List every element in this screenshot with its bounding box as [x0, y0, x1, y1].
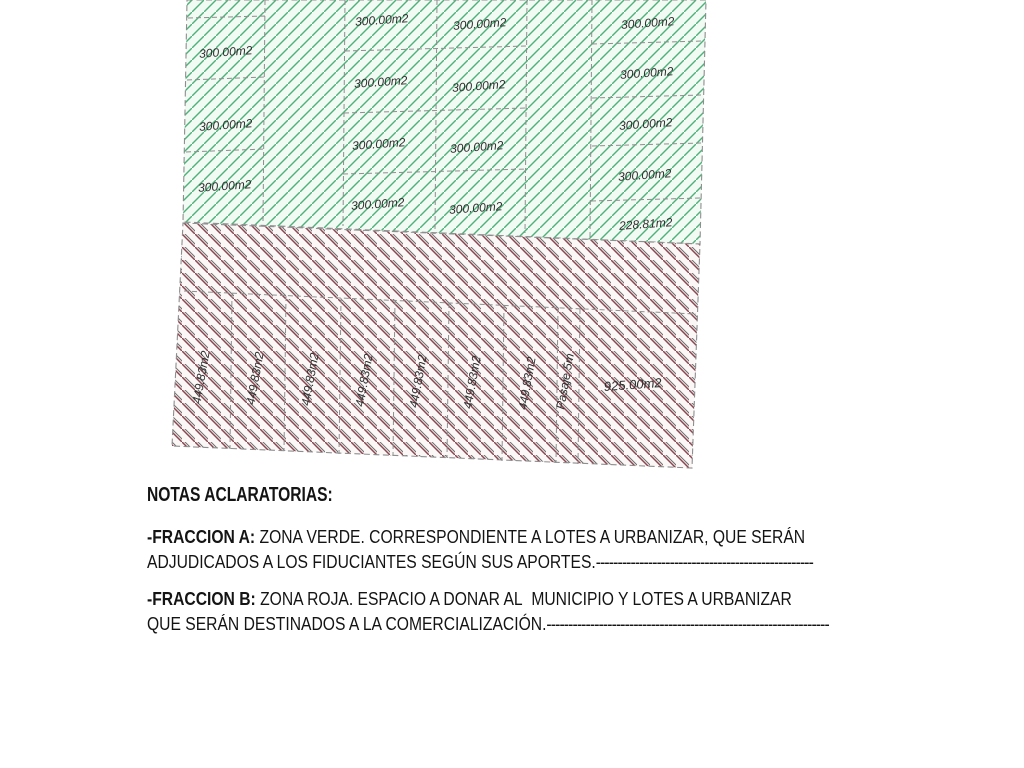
lot-area-label: 300.00m2 — [354, 11, 409, 29]
notes-title-text: NOTAS ACLARATORIAS: — [147, 484, 333, 506]
notes-section — [147, 484, 967, 649]
lot-area-label: 449.83m2 — [460, 354, 484, 410]
lot-area-label: 300.00m2 — [448, 199, 503, 217]
corner-lot-area-label: 228.81m2 — [618, 215, 673, 233]
lot-area-label: 300.00m2 — [620, 14, 675, 32]
fraccion-b-area — [172, 223, 700, 468]
fraccion-a-note — [147, 525, 967, 575]
lot-area-label: 300.00m2 — [452, 15, 507, 33]
fraccion-b-note-dashes: ----------------------------------------------------------------- — [546, 614, 829, 634]
lot-area-label: 300.00m2 — [619, 64, 674, 82]
lot-area-label: 300.00m2 — [451, 77, 506, 95]
fraccion-b-note-text1: ZONA ROJA. ESPACIO A DONAR AL MUNICIPIO Y LOTES A URBANIZAR — [255, 589, 792, 609]
lot-area-label: 449.83m2 — [189, 349, 213, 405]
lot-area-label: 449.83m2 — [515, 355, 539, 411]
big-lot-area-label: 925.00m2 — [603, 375, 663, 395]
lot-area-label: 449.83m2 — [352, 352, 376, 408]
lot-area-label: 300.00m2 — [351, 135, 406, 153]
fraccion-b-note-text2: QUE SERÁN DESTINADOS A LA COMERCIALIZACIÓN. — [147, 614, 547, 634]
lot-area-label: 449.83m2 — [406, 353, 430, 409]
fraccion-b-note-label: -FRACCION B: — [147, 589, 256, 609]
lot-area-label: 449.83m2 — [243, 350, 267, 406]
lot-area-label: 300.00m2 — [618, 115, 673, 133]
fraccion-b-note — [147, 587, 967, 637]
fraccion-b-note-line2 — [147, 612, 829, 637]
fraccion-a-note-label: -FRACCION A: — [147, 527, 256, 547]
lot-area-label: 300.00m2 — [198, 116, 253, 134]
lot-area-label: 300.00m2 — [198, 43, 253, 61]
fraccion-a-note-dashes: -------------------------------------------------- — [595, 552, 813, 572]
lot-area-label: 300.00m2 — [350, 195, 405, 213]
lot-area-label: 300.00m2 — [353, 73, 408, 91]
fraccion-a-note-line2 — [147, 550, 813, 575]
pasaje-label: Pasaje 5m — [553, 352, 577, 411]
fraccion-a-note-text1: ZONA VERDE. CORRESPONDIENTE A LOTES A URBANIZAR, QUE SERÁN — [255, 527, 806, 547]
lot-area-label: 300.00m2 — [197, 177, 252, 195]
fraccion-b-zone — [172, 223, 700, 468]
fraccion-a-note-text2: ADJUDICADOS A LOS FIDUCIANTES SEGÚN SUS APORTES. — [147, 552, 596, 572]
lot-area-label: 449.83m2 — [298, 351, 322, 407]
fraccion-b-note-line1 — [147, 587, 792, 612]
lot-area-label: 300.00m2 — [449, 138, 504, 156]
lot-area-label: 300.00m2 — [617, 166, 672, 184]
fraccion-a-zone — [183, 0, 706, 244]
fraccion-a-note-line1 — [147, 525, 805, 550]
notes-title — [147, 484, 967, 508]
